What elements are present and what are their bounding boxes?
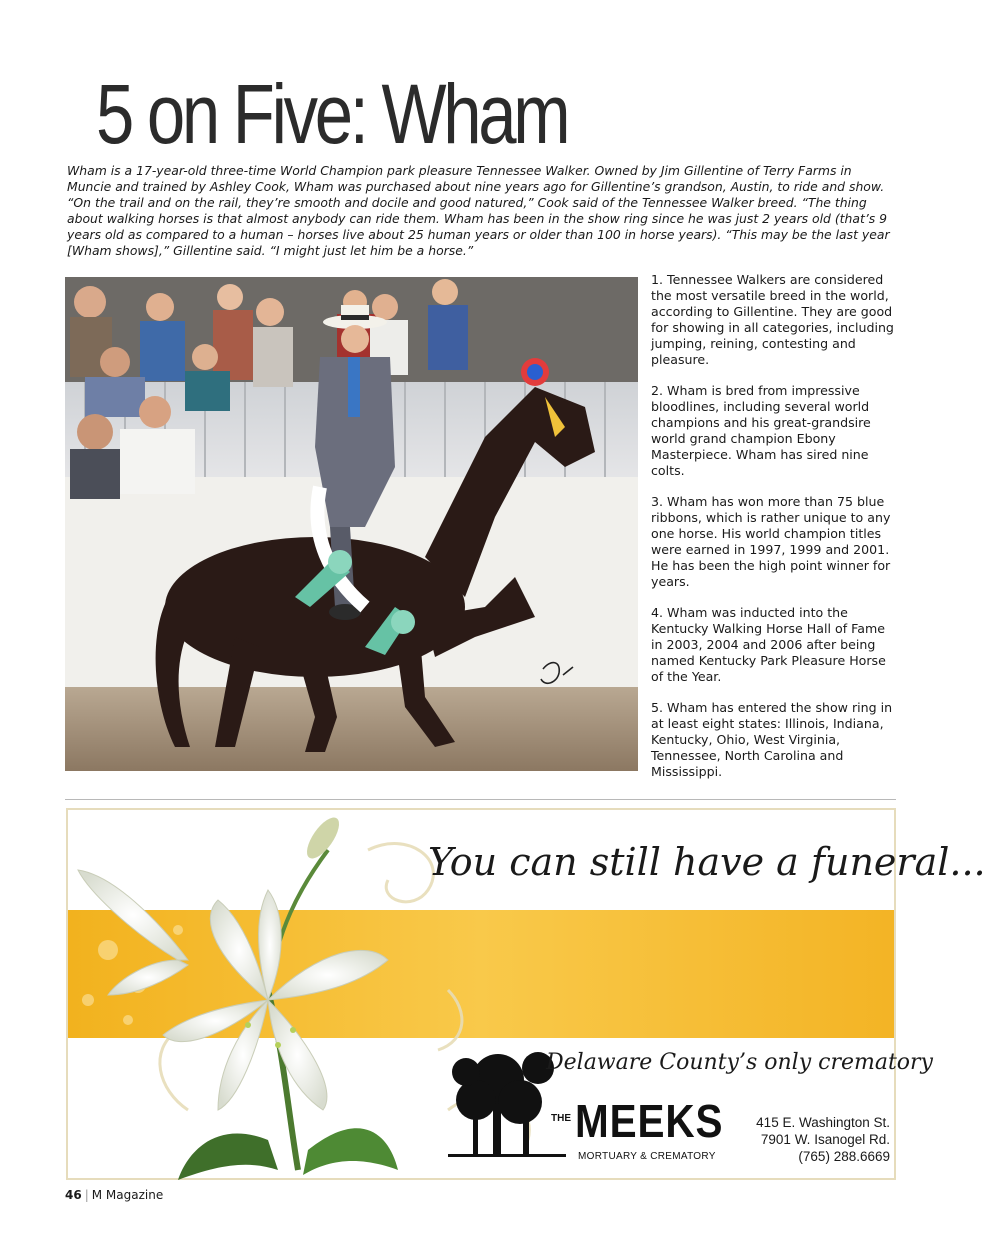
- page-number: 46: [65, 1188, 82, 1202]
- address-line: 415 E. Washington St.: [756, 1115, 890, 1130]
- fact-item: 4. Wham was inducted into the Kentucky Walking Horse Hall of Fame in 2003, 2004 and 2006 after being named Kentucky Park Pleasure Horse of the Year.: [651, 605, 886, 684]
- horse-show-photo: [65, 277, 638, 771]
- brand-tagline: MORTUARY & CREMATORY: [578, 1151, 716, 1162]
- fact-item: 1. Tennessee Walkers are considered the most versatile breed in the world, according to Gillentine. They are good for showing in all categories, including jumping, reining, contesting and pleasure.: [651, 272, 894, 367]
- article-title: 5 on Five: Wham: [96, 67, 568, 161]
- brand-prefix: THE: [551, 1113, 571, 1124]
- section-divider: [65, 799, 896, 800]
- funeral-home-advertisement: [66, 808, 986, 1180]
- fact-item: 3. Wham has won more than 75 blue ribbons, which is rather unique to any one horse. His world champion titles were earned in 1997, 1999 and 2001. He has been the high point winner for years.: [651, 494, 891, 589]
- fact-item: 5. Wham has entered the show ring in at least eight states: Illinois, Indiana, Kentucky, Ohio, West Virginia, Tennessee, North Carolina and Mississippi.: [651, 700, 893, 779]
- page-footer: [65, 1188, 163, 1202]
- phone-number: (765) 288.6669: [798, 1149, 890, 1164]
- fact-item: 2. Wham is bred from impressive bloodlines, including several world champions and his great-grandsire world grand champion Ebony Masterpiece. Wham has sired nine colts.: [651, 383, 871, 478]
- ad-address: [748, 1114, 890, 1165]
- address-line: 7901 W. Isanogel Rd.: [760, 1132, 890, 1147]
- article-intro: Wham is a 17-year-old three-time World Champion park pleasure Tennessee Walker. Owned by Jim Gillentine of Terry Farms in Muncie and trained by Ashley Cook, Wham was purchased about nine years ago for Gillentine’s grandson, Austin, to ride and show. “On the trail and on the rail, they’re smooth and docile and good natured,” Cook said of the Tennessee Walker breed. “The thing about walking horses is that almost anybody can ride them. Wham has been in the show ring since he was just 2 years old (that’s 9 years old as compared to a human – horses live about 25 human years or older than 100 in horse years). “This may be the last year [Wham shows],” Gillentine said. “I might just let him be a horse.”: [67, 163, 890, 258]
- brand-name: MEEKS: [575, 1095, 724, 1147]
- facts-list: [651, 272, 896, 795]
- publication-name: M Magazine: [91, 1188, 164, 1202]
- ad-subheadline: Delaware County’s only crematory: [546, 1050, 933, 1075]
- ad-headline: You can still have a funeral...: [428, 840, 986, 884]
- footer-separator: |: [84, 1188, 89, 1202]
